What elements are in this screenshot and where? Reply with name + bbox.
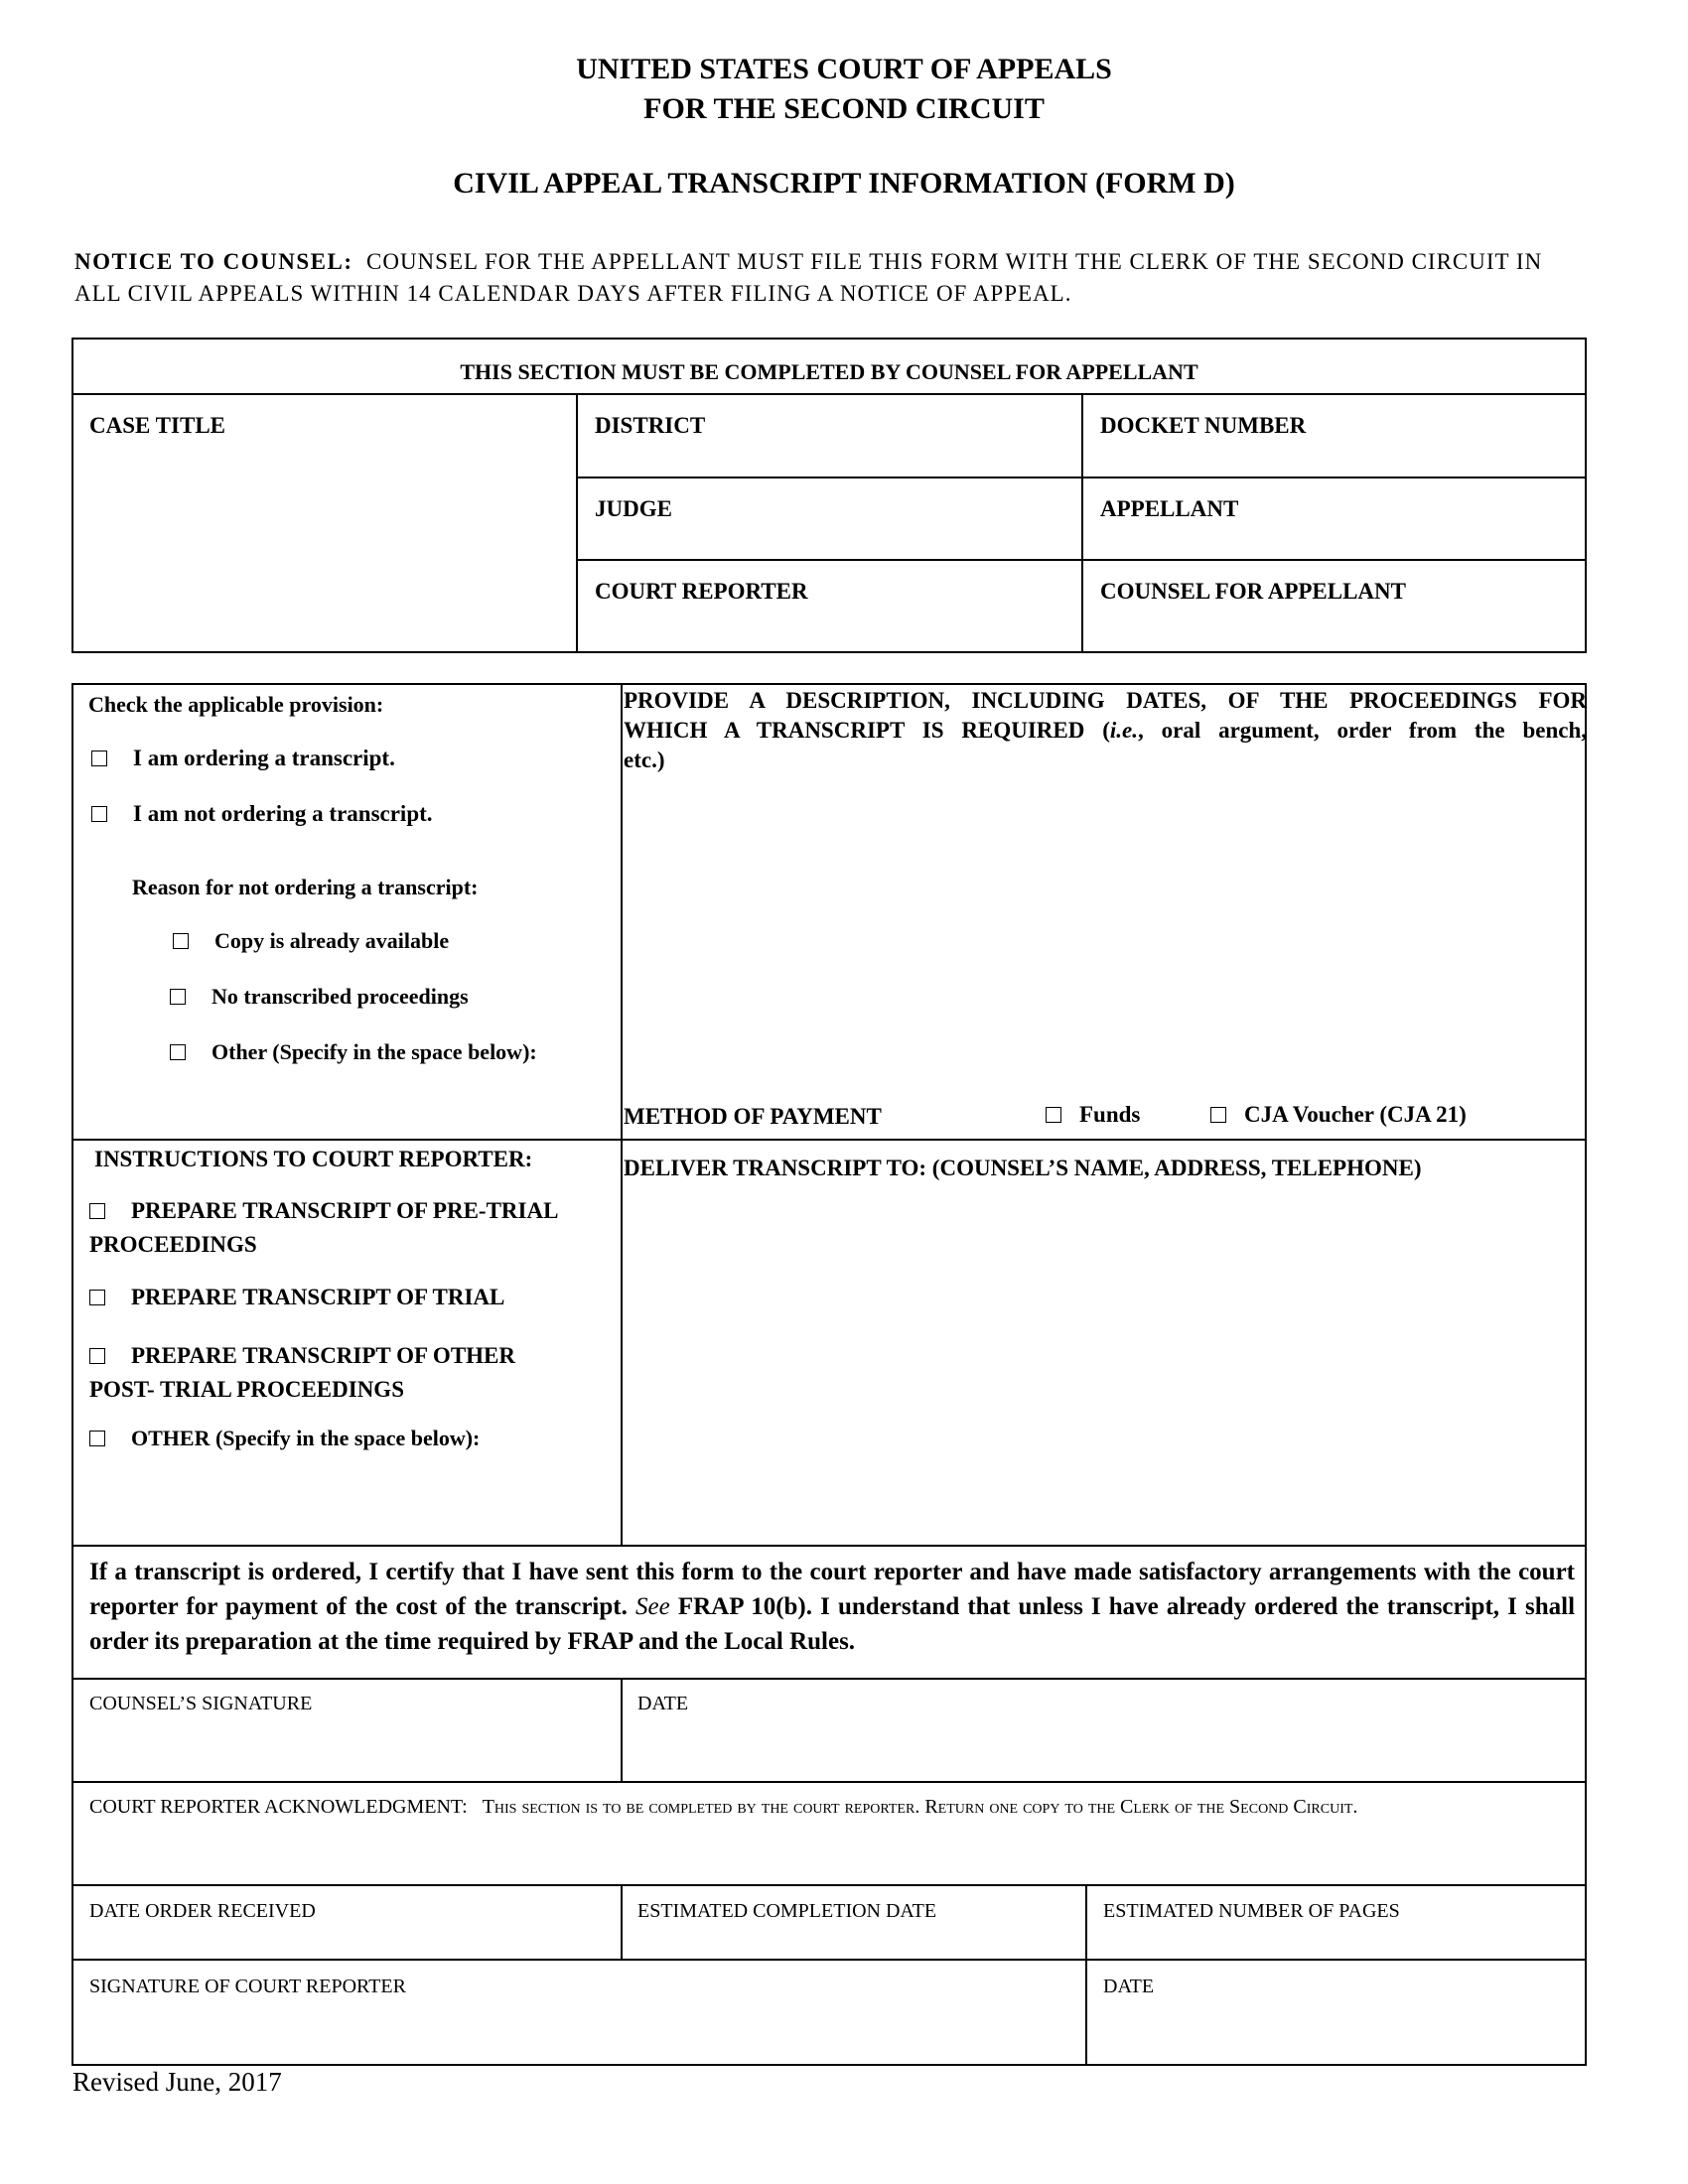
reason-none-option [170,984,469,1010]
divider [71,1678,1587,1680]
divider [71,393,1587,395]
divider [71,1139,1587,1141]
divider [71,1545,1587,1547]
divider [621,1884,623,1959]
notice-label: NOTICE TO COUNSEL: [74,249,353,274]
reason-none-checkbox[interactable] [170,989,186,1005]
pretrial-label-1: PREPARE TRANSCRIPT OF PRE-TRIAL [131,1198,559,1223]
pretrial-option [89,1194,616,1262]
court-line-2: FOR THE SECOND CIRCUIT [643,92,1045,125]
deliver-field[interactable] [628,1191,1581,1539]
notice-to-counsel [74,246,1584,310]
case-title-field[interactable] [75,447,572,649]
district-label: DISTRICT [595,413,706,438]
deliver-label: DELIVER TRANSCRIPT TO: (COUNSEL’S NAME, ADDRESS, TELEPHONE) [624,1156,1422,1180]
divider [576,477,1587,478]
posttrial-option [89,1339,616,1407]
reason-other-checkbox[interactable] [170,1044,186,1060]
reporter-signature-label: SIGNATURE OF COURT REPORTER [89,1976,406,1997]
reason-other-field[interactable] [79,1077,616,1135]
court-title [0,50,1688,129]
reason-copy-label: Copy is already available [214,928,450,953]
reporter-signature-field[interactable] [79,2003,1077,2061]
not-ordering-option [91,801,433,827]
section-title: THIS SECTION MUST BE COMPLETED BY COUNSEL FOR APPELLANT [460,359,1198,384]
description-instructions [624,686,1587,775]
docket-number-field[interactable] [1085,443,1582,475]
trial-checkbox[interactable] [89,1290,105,1305]
reason-other-option [170,1039,537,1065]
judge-label: JUDGE [595,496,672,521]
instructions-other-field[interactable] [79,1464,616,1540]
description-line-2-ie: i.e. [1109,718,1138,743]
divider [621,1678,623,1781]
court-reporter-field[interactable] [580,610,1076,649]
counsel-signature-field[interactable] [79,1722,616,1777]
cja-option [1210,1102,1467,1128]
certification-text [89,1555,1575,1659]
funds-checkbox[interactable] [1046,1107,1061,1123]
certification-see: See [634,1593,670,1620]
posttrial-label-2: POST- TRIAL PROCEEDINGS [89,1377,404,1402]
counsel-for-appellant-field[interactable] [1085,610,1582,649]
divider [71,1781,1587,1783]
divider [1085,1884,1087,2066]
cja-label: CJA Voucher (CJA 21) [1244,1102,1467,1127]
payment-label: METHOD OF PAYMENT [624,1104,882,1129]
ordering-label: I am ordering a transcript. [133,746,395,770]
completion-date-label: ESTIMATED COMPLETION DATE [637,1900,937,1922]
divider [71,1959,1587,1961]
instructions-heading: INSTRUCTIONS TO COURT REPORTER: [94,1147,533,1171]
reporter-date-label: DATE [1103,1976,1155,1997]
pretrial-checkbox[interactable] [89,1203,105,1219]
funds-option [1046,1102,1140,1128]
funds-label: Funds [1079,1102,1141,1127]
case-title-label: CASE TITLE [89,413,226,438]
posttrial-label-1: PREPARE TRANSCRIPT OF OTHER [131,1343,516,1368]
divider [621,683,623,1545]
reason-copy-checkbox[interactable] [173,933,189,949]
description-line-3: etc.) [624,748,665,772]
notice-text: COUNSEL FOR THE APPELLANT MUST FILE THIS FORM WITH THE CLERK OF THE SECOND CIRCUIT IN ALL CIVIL APPEALS WITHIN 14 CALENDAR DAYS AFTER FILING A NOTICE OF APPEAL. [74,249,1543,306]
divider [71,1884,1587,1886]
description-line-2 [624,716,1587,746]
counsel-for-appellant-label: COUNSEL FOR APPELLANT [1100,579,1406,604]
counsel-signature-label: COUNSEL’S SIGNATURE [89,1693,313,1714]
not-ordering-label: I am not ordering a transcript. [133,801,433,826]
judge-field[interactable] [580,526,1076,558]
instructions-other-option [89,1426,480,1451]
district-field[interactable] [580,443,1076,475]
date-received-label: DATE ORDER RECEIVED [89,1900,316,1922]
ordering-checkbox[interactable] [91,751,107,766]
appellant-label: APPELLANT [1100,496,1239,521]
certification-part-2: FRAP 10(b). I understand that unless I have already ordered the transcript, I shall order its preparation at the time required by FRAP and the Local Rules. [89,1593,1576,1655]
court-line-1: UNITED STATES COURT OF APPEALS [576,53,1112,85]
completion-date-field[interactable] [628,1926,1079,1956]
provision-heading: Check the applicable provision: [88,692,384,717]
reason-heading: Reason for not ordering a transcript: [132,875,479,899]
divider [576,393,578,653]
divider [576,559,1587,561]
trial-option [89,1285,504,1310]
reason-none-label: No transcribed proceedings [211,984,469,1009]
certification-part-1: If a transcript is ordered, I certify that I have sent this form to the court reporter and have made satisfactory arrangements with the court reporter for payment of the cost of the transcript. [89,1559,1575,1620]
num-pages-label: ESTIMATED NUMBER OF PAGES [1103,1900,1400,1922]
acknowledgment-text: This section is to be completed by the court reporter. Return one copy to the Clerk of the Second Circuit. [482,1796,1358,1818]
pretrial-label-2: PROCEEDINGS [89,1232,257,1257]
instructions-other-checkbox[interactable] [89,1431,105,1446]
docket-number-label: DOCKET NUMBER [1100,413,1307,438]
acknowledgment-row [89,1796,1357,1819]
revised-date: Revised June, 2017 [72,2067,282,2097]
signature-date-label: DATE [637,1693,689,1714]
instructions-other-label: OTHER (Specify in the space below): [131,1426,481,1450]
cja-checkbox[interactable] [1210,1107,1226,1123]
acknowledgment-label: COURT REPORTER ACKNOWLEDGMENT: [89,1796,468,1818]
posttrial-checkbox[interactable] [89,1348,105,1364]
trial-label: PREPARE TRANSCRIPT OF TRIAL [131,1285,505,1309]
num-pages-field[interactable] [1092,1926,1581,1956]
description-field[interactable] [628,784,1581,1092]
appellant-field[interactable] [1085,526,1582,558]
ordering-option [91,746,395,771]
description-line-1: PROVIDE A DESCRIPTION, INCLUDING DATES, OF THE PROCEEDINGS FOR [624,688,1587,713]
not-ordering-checkbox[interactable] [91,806,107,822]
description-line-2-pre: WHICH A TRANSCRIPT IS REQUIRED ( [624,718,1110,743]
description-line-2-post: , oral argument, order from the bench, [1137,718,1587,743]
reporter-date-field[interactable] [1092,2003,1581,2061]
divider [1081,393,1083,653]
reason-other-label: Other (Specify in the space below): [211,1039,537,1064]
signature-date-field[interactable] [628,1722,1581,1777]
form-title: CIVIL APPEAL TRANSCRIPT INFORMATION (FORM D) [453,167,1235,200]
reason-copy-option [173,928,449,954]
court-reporter-label: COURT REPORTER [595,579,808,604]
date-received-field[interactable] [79,1926,616,1956]
